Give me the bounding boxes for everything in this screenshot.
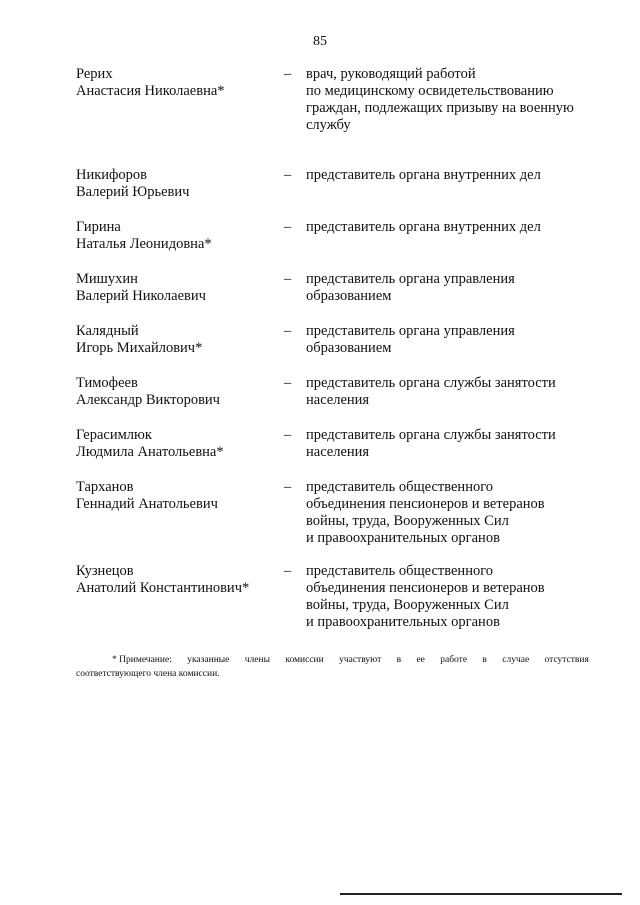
member-entry xyxy=(76,167,596,201)
member-given-name: Людмила Анатольевна* xyxy=(76,444,224,460)
role-line: объединения пенсионеров и ветеранов xyxy=(306,496,545,512)
member-given-name: Валерий Николаевич xyxy=(76,288,206,304)
footnote-word: * Примечание: xyxy=(112,655,172,665)
member-name xyxy=(76,375,284,409)
role-line: представитель органа службы занятости xyxy=(306,427,556,443)
role-line: населения xyxy=(306,392,370,408)
member-role xyxy=(306,271,571,305)
member-entry xyxy=(76,375,596,409)
member-surname: Гирина xyxy=(76,219,121,235)
member-role xyxy=(306,375,571,409)
role-line: представитель органа внутренних дел xyxy=(306,167,541,183)
role-line: и правоохранительных органов xyxy=(306,530,500,546)
member-role xyxy=(306,479,571,547)
role-line: представитель общественного xyxy=(306,563,494,579)
dash-separator: – xyxy=(284,167,292,183)
member-surname: Рерих xyxy=(76,66,113,82)
dash-separator: – xyxy=(284,375,292,391)
member-given-name: Игорь Михайлович* xyxy=(76,340,203,356)
member-given-name: Александр Викторович xyxy=(76,392,220,408)
member-entry xyxy=(76,563,596,631)
member-surname: Тарханов xyxy=(76,479,134,495)
role-line: войны, труда, Вооруженных Сил xyxy=(306,513,509,529)
member-name xyxy=(76,271,284,305)
member-surname: Мишухин xyxy=(76,271,138,287)
footnote-line xyxy=(76,653,589,667)
member-name xyxy=(76,219,284,253)
member-given-name: Анастасия Николаевна* xyxy=(76,83,225,99)
role-line: службу xyxy=(306,117,351,133)
member-entry xyxy=(76,479,596,547)
member-role xyxy=(306,427,571,461)
footnote-word: комиссии xyxy=(285,655,324,665)
role-line: и правоохранительных органов xyxy=(306,614,500,630)
member-name xyxy=(76,66,284,134)
member-name xyxy=(76,323,284,357)
member-name xyxy=(76,167,284,201)
member-name xyxy=(76,479,284,547)
member-surname: Калядный xyxy=(76,323,139,339)
member-list xyxy=(76,66,596,631)
member-role xyxy=(306,66,574,134)
role-line: представитель органа управления xyxy=(306,271,515,287)
dash-separator: – xyxy=(284,479,292,495)
member-given-name: Валерий Юрьевич xyxy=(76,184,190,200)
member-role xyxy=(306,219,571,253)
footnote-word: указанные xyxy=(187,655,230,665)
member-name xyxy=(76,563,284,631)
footnote-line: соответствующего члена комиссии. xyxy=(76,669,220,679)
footnote-word: в xyxy=(482,655,487,665)
dash-separator: – xyxy=(284,563,292,579)
member-given-name: Анатолий Константинович* xyxy=(76,580,250,596)
footnote-word: ее xyxy=(416,655,425,665)
member-given-name: Геннадий Анатольевич xyxy=(76,496,218,512)
member-entry xyxy=(76,66,596,134)
member-surname: Кузнецов xyxy=(76,563,134,579)
member-role xyxy=(306,563,571,631)
page-number: 85 xyxy=(313,34,327,49)
dash-separator: – xyxy=(284,66,292,82)
member-surname: Герасимлюк xyxy=(76,427,152,443)
bottom-rule xyxy=(340,893,622,895)
member-entry xyxy=(76,323,596,357)
role-line: представитель органа службы занятости xyxy=(306,375,556,391)
dash-separator: – xyxy=(284,427,292,443)
footnote-word: случае xyxy=(502,655,530,665)
footnote-word: участвуют xyxy=(339,655,382,665)
member-role xyxy=(306,167,571,201)
footnote xyxy=(76,653,589,681)
footnote-word: члены xyxy=(244,655,270,665)
member-role xyxy=(306,323,571,357)
role-line: населения xyxy=(306,444,370,460)
role-line: по медицинскому освидетельствованию xyxy=(306,83,554,99)
role-line: представитель органа внутренних дел xyxy=(306,219,541,235)
role-line: граждан, подлежащих призыву на военную xyxy=(306,100,574,116)
dash-separator: – xyxy=(284,271,292,287)
member-name xyxy=(76,427,284,461)
member-surname: Никифоров xyxy=(76,167,148,183)
footnote-word: в xyxy=(396,655,402,665)
member-entry xyxy=(76,219,596,253)
role-line: врач, руководящий работой xyxy=(306,66,476,82)
member-surname: Тимофеев xyxy=(76,375,138,391)
role-line: войны, труда, Вооруженных Сил xyxy=(306,597,509,613)
footnote-word: работе xyxy=(440,655,468,665)
dash-separator: – xyxy=(284,323,292,339)
role-line: представитель органа управления xyxy=(306,323,515,339)
role-line: представитель общественного xyxy=(306,479,494,495)
member-entry xyxy=(76,271,596,305)
role-line: образованием xyxy=(306,288,392,304)
footnote-word: отсутствия xyxy=(544,655,589,665)
member-entry xyxy=(76,427,596,461)
role-line: объединения пенсионеров и ветеранов xyxy=(306,580,545,596)
member-given-name: Наталья Леонидовна* xyxy=(76,236,212,252)
role-line: образованием xyxy=(306,340,392,356)
dash-separator: – xyxy=(284,219,292,235)
